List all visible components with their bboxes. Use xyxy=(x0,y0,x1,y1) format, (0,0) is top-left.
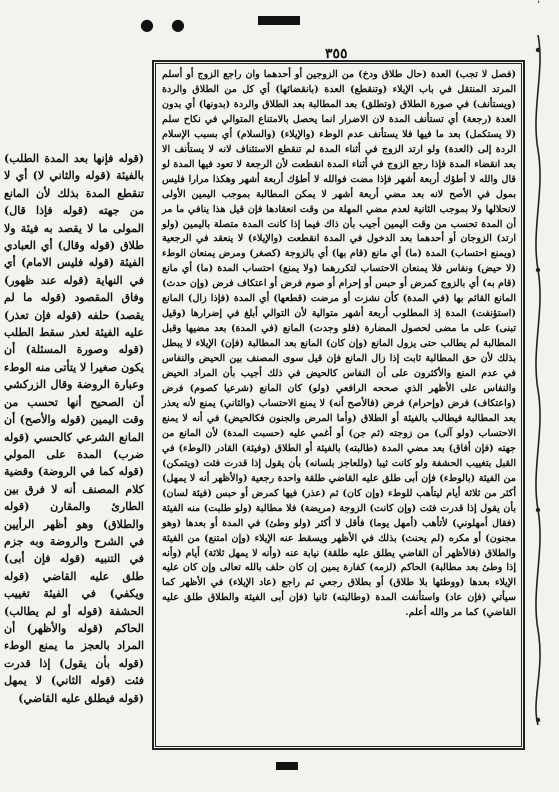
main-text-paragraph: (فصل لا تجب) العدة (حال طلاق ودخ) من الزوجين أو أحدهما وان راجع الزوج أو أسلم المرتد المنتقل في باب الإيلاء (وتنقطع) العدة (بانقضائها) أي كل من الطلاق والردة (ويستأنف) في صورة الطلاق (وتطلق) بعد المطالبة بعد الطلاق والردة (بدونها) أي بدون العدة (رجعة) أي تستأنف المدة لان الاضرار انما يحصل بالامتناع المتوالي في نكاح سلم (لا يستكمل) بعد ما فيها فلا يستأنف عدم الوطء (والإيلاء) (والسلام) أي بسبب الإسلام الردة إلى (العدة) ولو ارتد الزوج في أثناء المدة لم تنقطع الاستئناف لانه لا يستأنف الا بعد انقضاء المدة فإذا رجع الزوج في أثناء المدة انقطعت لأن الرجعة لا تعود فيها المدة لو قال والله لا أطؤك أربعة أشهر فإذا مضت فوالله لا أطؤك أربعة أشهر وهكذا مرارا فليس بمول في الأصح لانه بعد مضي أربعة أشهر لا يمكن المطالبة بموجب اليمين الأولى لانحلالها ولا بموجب الثانية لعدم مضي المهلة من وقت انعقادها فإن قيل هذا ينافي ما مر أن المدة تحسب من وقت اليمين أجيب بأن ذاك فيما إذا كانت المدة متصلة باليمين (ولو ارتد) الزوجان أو أحدهما بعد الدخول في المدة انقطعت (والإيلاء) لا ينعقد في الرجعية (ويمنع احتساب) المدة (ما) أي مانع (قام بها) أي بالزوجة (كصغر) ومرض يمنعان الوطء (لا حيض) ونفاس فلا يمنعان الاحتساب لتكررهما (ولا يمنع) احتساب المدة (ما) أي مانع (قام به) أي بالزوج كمرض أو حبس أو إحرام أو صوم فرض أو اعتكاف فرض (وإن حدث) المانع القائم بها (في المدة) كأن نشزت أو مرضت (قطعها) أي المدة (فإذا زال) المانع (استؤنفت) المدة إذ المطلوب أربعة أشهر متوالية لأن التوالي أبلغ في إضرارها (وقيل تبنى) على ما مضى لحصول المضارة (فلو وجدت) المانع (في المدة) بعد مضيها وقبل المطالبة لم يطالب حتى يزول المانع (وإن كان) المانع بعد المطالبة (فإن) الإيلاء لا يبطل بذلك لأن حق المطالبة ثابت إذا زال المانع فإن قيل سوى المصنف بين الحيض والنفاس في عدم المنع والأكثرون على أن النفاس كالحيض في ذلك أجيب بأن المراد الحيض والنفاس على الأظهر الذي صححه الرافعي (ولو) كان المانع (شرعيا كصوم) فرض (واعتكاف) فرض (وإحرام) فرض (فالأصح أنه) لا يمنع الاحتساب (والثاني) يمنع لأنه يعذر بعد المطالبة فيطالب بالفيئة أو الطلاق (وأما المرض والجنون فكالحيض) في أنه لا يمنع الاحتساب (ولو آلى) من زوجته (ثم جن) أو أغمي عليه (حسبت المدة) لأن المانع من جهته (فإن أفاق) بعد مضي المدة (طالبته) بالفيئة أو الطلاق (وفيئة) القادر (الوطء) في القبل بتغييب الحشفة ولو كانت ثيبا (وللعاجز بلسانه) بأن يقول إذا قدرت فئت (ويتمكن) من الفيئة (بالوطء) فإن أبى طلق عليه القاضي طلقة واحدة رجعية (والأظهر أنه لا يمهل) أكثر من ثلاثة أيام ليتأهب للوطء (وإن كان) ثم (عذر) فيها كمرض أو حبس (فيئة لسان) بأن يقول إذا قدرت فئت (وإن كانت) الزوجة (مريضة) فلا مطالبة (ولو طلبت) منه الفيئة (فقال أمهلوني) لأتأهب (أمهل يوما) فأقل لا أكثر (ولو وطئ) في المدة أو بعدها (وهو مجنون) أو مكره (لم يحنث) بذلك في الأظهر ويسقط عنه الإيلاء (وإن امتنع) من الفيئة والطلاق (فالأظهر أن القاضي يطلق عليه طلقة) نيابة عنه (وأنه لا يمهل ثلاثة) أيام (وأنه إذا وطئ بعد مطالبة) الحاكم (لزمه) كفارة يمين إن كان حلف بالله تعالى وإن كان عليه الإيلاء بعدها (ووطئها بلا طلاق) أو بطلاق رجعي ثم راجع (عاد الإيلاء) في الأظهر كما سيأتي (فإن عاد) واستأنفت المدة (وطالبته) ثانيا (فإن أبى الفيئة والطلاق طلق عليه القاضي) كما مر والله أعلم. xyxy=(162,69,517,619)
main-text-block xyxy=(162,68,516,744)
margin-gloss-text: (قوله فإنها بعد المدة الطلب) بالفيئة (قوله والثاني لا) أي لا تنقطع المدة بذلك لأن المانع من جهته (قوله فإذا قال) المولى ما لا يقصد به فيئة ولا طلاق (قوله وقال) أي العبادي الفيئة (قوله فليس الامام) أي في النهاية (قوله عند ظهور) وفاق المقصود (قوله ما لم يقصد) حلفه (قوله فإن تعذر) عليه الفيئة لعذر سقط الطلب (قوله وصورة المسئلة) أن يكون صغيرا لا يتأتى منه الوطء وعبارة الروضة وقال الزركشي أن الصحيح أنها تحسب من وقت اليمين (قوله والأصح) أن المانع الشرعي كالحسي (قوله ضرب) المدة على المولي (قوله كما في الروضة) وقضية كلام المصنف أنه لا فرق بين الطارئ والمقارن (قوله والطلاق) وهو أظهر الرأيين في الشرح والروضة وبه جزم في التنبيه (قوله فإن أبى) طلق عليه القاضي (قوله ويكفي) في الفيئة تغييب الحشفة (قوله أو لم يطالب) الحاكم (قوله والأظهر) أن المراد بالعجز ما يمنع الوطء (قوله بأن يقول) إذا قدرت فئت (قوله الثاني) لا يمهل (قوله فيطلق عليه القاضي) xyxy=(4,152,144,705)
margin-gloss xyxy=(4,150,144,705)
top-ornament-bar xyxy=(258,16,300,25)
right-margin-ornament xyxy=(527,30,549,730)
corner-mark: ٬ xyxy=(537,0,541,11)
bottom-ornament-bar xyxy=(276,762,298,770)
page-number: ٣٥٥ xyxy=(325,46,348,62)
top-ornament-dots: ● ● xyxy=(140,15,192,34)
